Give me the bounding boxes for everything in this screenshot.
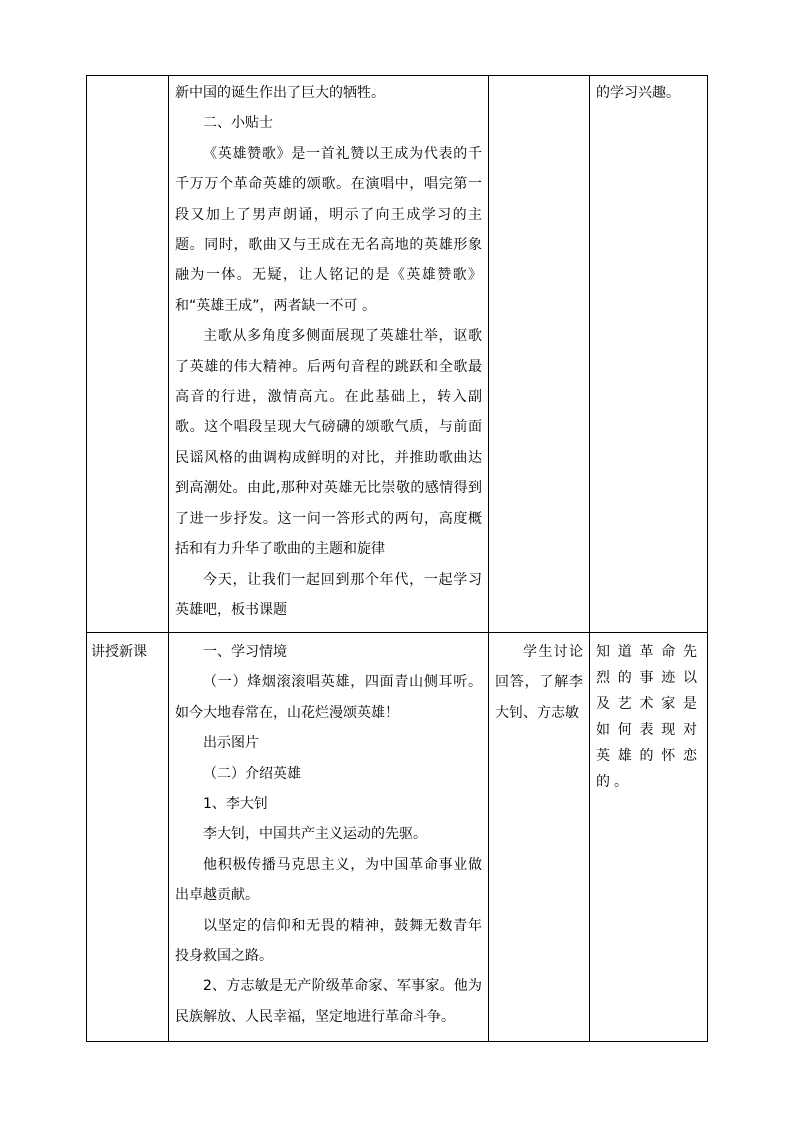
process-cell xyxy=(169,633,489,1042)
paragraph: 以坚定的信仰和无畏的精神，鼓舞无数青年投身救国之路。 xyxy=(175,917,482,965)
paragraph: （一）烽烟滚滚唱英雄，四面青山侧耳听。如今大地春常在，山花烂漫颂英雄！ xyxy=(175,674,482,721)
paragraph: 李大钊，中国共产主义运动的先驱。 xyxy=(203,826,427,843)
student-activity-cell xyxy=(489,76,590,633)
paragraph: 出示图片 xyxy=(203,735,259,752)
design-purpose-cell xyxy=(590,633,708,1042)
lesson-plan-table xyxy=(86,75,708,1042)
table-row xyxy=(87,633,708,1042)
paragraph: 新中国的诞生作出了巨大的牺牲。 xyxy=(175,85,385,101)
paragraph: 学生讨论回答，了解李大钊、方志敏 xyxy=(495,644,583,721)
paragraph: 主歌从多角度多侧面展现了英雄壮举，讴歌了英雄的伟大精神。后两句音程的跳跃和全歌最高音的行进，激情高亢。在此基础上，转入副歌。这个唱段呈现大气磅礴的颂歌气质，与前面民谣风格的曲调构成鲜明的对比，并推助歌曲达到高潮处。由此,那种对英雄无比崇敬的感情得到了进一步抒发。这一问一答形式的两句，高度概括和有力升华了歌曲的主题和旋律 xyxy=(175,328,482,558)
section-heading: 一、学习情境 xyxy=(203,644,287,660)
paragraph: 今天，让我们一起回到那个年代，一起学习英雄吧，板书课题 xyxy=(175,571,482,618)
stage-label: 讲授新课 xyxy=(91,644,147,660)
table-row xyxy=(87,76,708,633)
process-cell xyxy=(169,76,489,633)
paragraph: 《英雄赞歌》是一首礼赞以王成为代表的千千万万个革命英雄的颂歌。在演唱中，唱完第一段又加上了男声朗诵，明示了向王成学习的主题。同时，歌曲又与王成在无名高地的英雄形象融为一体。无疑，让人铭记的是《英雄赞歌》和“英雄王成”，两者缺一不可 。 xyxy=(175,145,482,314)
paragraph: （二）介绍英雄 xyxy=(203,765,301,782)
paragraph: 他积极传播马克思主义，为中国革命事业做出卓越贡献。 xyxy=(175,856,482,904)
design-purpose-cell xyxy=(590,76,708,633)
section-heading: 二、小贴士 xyxy=(203,115,273,132)
paragraph: 知道革命先烈的事迹以及艺术家是如何表现对英雄的怀恋的。 xyxy=(596,644,701,790)
paragraph: 的学习兴趣。 xyxy=(596,85,680,101)
stage-cell xyxy=(87,633,169,1042)
paragraph: 1、李大钊 xyxy=(203,796,268,813)
paragraph: 2、方志敏是无产阶级革命家、军事家。他为民族解放、人民幸福，坚定地进行革命斗争。 xyxy=(175,978,482,1025)
student-activity-cell xyxy=(489,633,590,1042)
stage-cell xyxy=(87,76,169,633)
